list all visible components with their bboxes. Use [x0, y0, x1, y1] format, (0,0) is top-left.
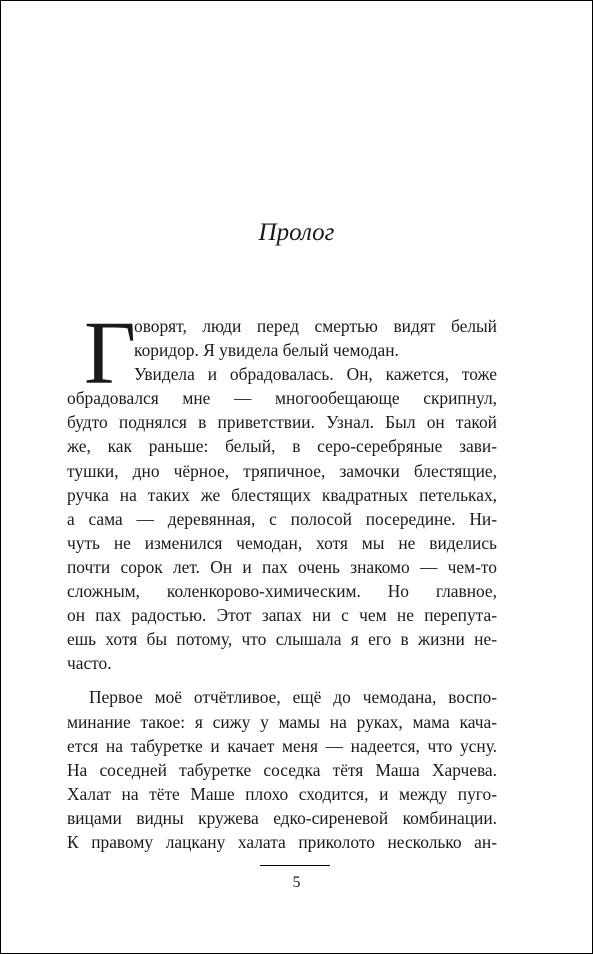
text-line: минание такое: я сижу у мамы на руках, мама кача-: [67, 711, 497, 732]
text-line: обрадовался мне — многообещающе скрипнул,: [67, 388, 497, 409]
text-line: тушки, дно чёрное, тряпичное, замочки блестящие,: [67, 460, 497, 481]
chapter-title: Пролог: [258, 219, 335, 246]
text-line: ется на табуретке и качает меня — надеется, что усну.: [67, 735, 497, 756]
text-line: часто.: [67, 653, 112, 674]
text-line: ручка на таких же блестящих квадратных петельках,: [67, 484, 497, 505]
text-line: чуть не изменился чемодан, хотя мы не виделись: [67, 532, 497, 553]
text-line: К правому лацкану халата приколото несколько ан-: [67, 831, 497, 852]
text-line: вицами видны кружева едко-сиреневой комбинации.: [67, 807, 497, 828]
text-line: Увидела и обрадовалась. Он, кажется, тоже: [134, 364, 497, 385]
text-line: коридор. Я увидела белый чемодан.: [134, 340, 399, 361]
footer-rule: [260, 865, 330, 866]
text-line: он пах радостью. Этот запах ни с чем не перепута-: [67, 605, 497, 626]
page-number: 5: [292, 874, 301, 891]
text-line: Халат на тёте Маше плохо сходится, и между пуго-: [67, 783, 497, 804]
text-line: На соседней табуретке соседка тётя Маша Харчева.: [67, 759, 497, 780]
text-line: а сама — деревянная, с полосой посередине. Ни-: [67, 508, 497, 529]
text-line: же, как раньше: белый, в серо-серебряные зави-: [67, 436, 497, 457]
body-text: [67, 304, 497, 854]
text-line: почти сорок лет. Он и пах очень знакомо — чем-то: [67, 556, 497, 577]
drop-cap: Г: [84, 304, 137, 403]
text-line: сложным, коленкорово-химическим. Но главное,: [67, 581, 497, 602]
text-line: оворят, люди перед смертью видят белый: [134, 316, 497, 336]
text-line: ешь хотя бы потому, что слышала я его в жизни не-: [67, 629, 497, 650]
text-line: Первое моё отчётливое, ещё до чемодана, воспо-: [89, 687, 497, 708]
text-line: будто поднялся в приветствии. Узнал. Был он такой: [67, 412, 497, 433]
